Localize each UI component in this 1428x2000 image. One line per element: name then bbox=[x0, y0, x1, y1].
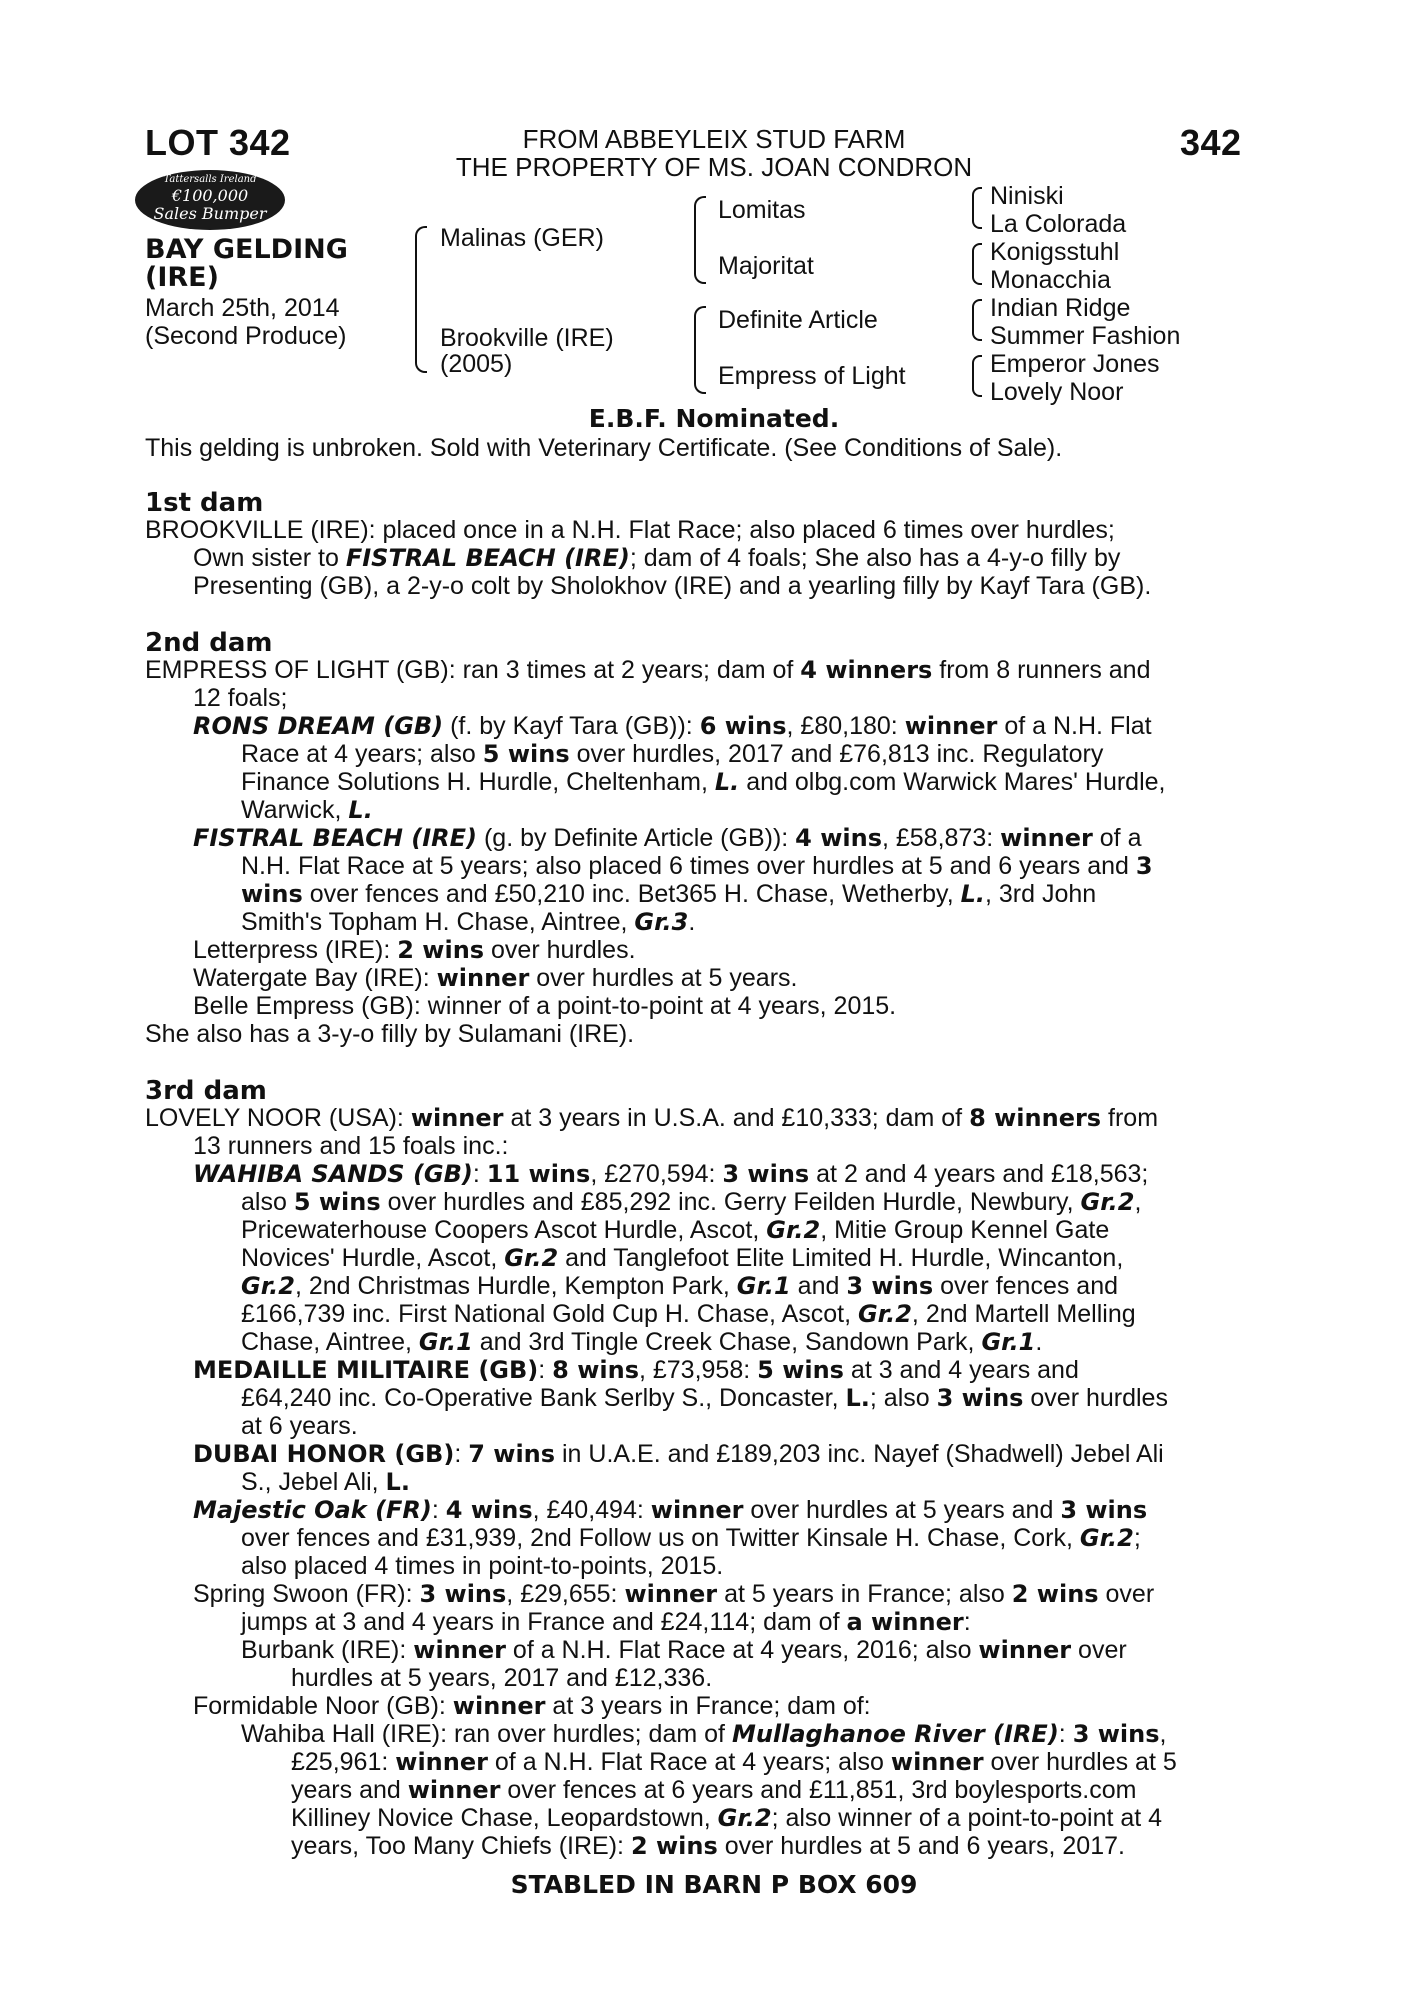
text-line: also placed 4 times in point-to-points, 2015. bbox=[241, 1552, 724, 1580]
pedigree-g3-8: Lovely Noor bbox=[990, 378, 1124, 406]
mullaghanoe-river-name: Mullaghanoe River (IRE) bbox=[731, 1720, 1059, 1748]
text-line: DUBAI HONOR (GB): 7 wins in U.A.E. and £189,203 inc. Nayef (Shadwell) Jebel Ali bbox=[193, 1440, 1164, 1468]
pedigree-g2-4: Empress of Light bbox=[718, 362, 906, 390]
text-line: 13 runners and 15 foals inc.: bbox=[193, 1132, 509, 1160]
second-dam-heading: 2nd dam bbox=[145, 628, 273, 658]
text-line: Novices' Hurdle, Ascot, Gr.2 and Tanglefoot Elite Limited H. Hurdle, Wincanton, bbox=[241, 1244, 1124, 1272]
majestic-oak-name: Majestic Oak (FR) bbox=[193, 1496, 432, 1524]
text-line: Smith's Topham H. Chase, Aintree, Gr.3. bbox=[241, 908, 696, 936]
text-line: She also has a 3-y-o filly by Sulamani (IRE). bbox=[145, 1020, 635, 1048]
pedigree-g3-5: Indian Ridge bbox=[990, 294, 1131, 322]
badge-top-text: Tattersalls Ireland bbox=[163, 174, 257, 185]
text-line: FISTRAL BEACH (IRE) (g. by Definite Article (GB)): 4 wins, £58,873: winner of a bbox=[193, 824, 1142, 852]
second-dam-text bbox=[145, 656, 1285, 1048]
first-dam-line: Own sister to FISTRAL BEACH (IRE); dam of 4 foals; She also has a 4-y-o filly by bbox=[193, 544, 1121, 572]
text-line: years, Too Many Chiefs (IRE): 2 wins over hurdles at 5 and 6 years, 2017. bbox=[291, 1832, 1125, 1860]
pedigree-g2-2: Majoritat bbox=[718, 252, 814, 280]
text-line: Wahiba Hall (IRE): ran over hurdles; dam of Mullaghanoe River (IRE): 3 wins, bbox=[241, 1720, 1167, 1748]
produce-number: (Second Produce) bbox=[145, 322, 347, 350]
first-dam-line: BROOKVILLE (IRE): placed once in a N.H. Flat Race; also placed 6 times over hurdles; bbox=[145, 516, 1115, 544]
text-line: 12 foals; bbox=[193, 684, 288, 712]
text-line: Letterpress (IRE): 2 wins over hurdles. bbox=[193, 936, 636, 964]
text-line: Burbank (IRE): winner of a N.H. Flat Race at 4 years, 2016; also winner over bbox=[241, 1636, 1127, 1664]
text-line: WAHIBA SANDS (GB): 11 wins, £270,594: 3 wins at 2 and 4 years and £18,563; bbox=[193, 1160, 1149, 1188]
pedigree-g2-3: Definite Article bbox=[718, 306, 878, 334]
text-line: Warwick, L. bbox=[241, 796, 373, 824]
text-line: Chase, Aintree, Gr.1 and 3rd Tingle Creek Chase, Sandown Park, Gr.1. bbox=[241, 1328, 1043, 1356]
sales-bumper-badge bbox=[135, 170, 285, 230]
text-line: Gr.2, 2nd Christmas Hurdle, Kempton Park, Gr.1 and 3 wins over fences and bbox=[241, 1272, 1119, 1300]
third-dam-heading: 3rd dam bbox=[145, 1076, 267, 1106]
first-dam-text bbox=[145, 516, 1285, 600]
wahiba-sands-name: WAHIBA SANDS (GB) bbox=[193, 1160, 473, 1188]
horse-description-line2: (IRE) bbox=[145, 262, 219, 293]
dam-line-brace bbox=[694, 306, 706, 394]
badge-price: €100,000 bbox=[171, 186, 249, 205]
g3-brace-3 bbox=[972, 299, 982, 341]
dubai-honor-name: DUBAI HONOR (GB) bbox=[193, 1440, 455, 1468]
text-line: jumps at 3 and 4 years in France and £24,114; dam of a winner: bbox=[241, 1608, 971, 1636]
text-line: at 6 years. bbox=[241, 1412, 358, 1440]
third-dam-text bbox=[145, 1104, 1285, 1860]
pedigree-g2-1: Lomitas bbox=[718, 196, 806, 224]
foaling-date: March 25th, 2014 bbox=[145, 294, 340, 322]
stabling-info: STABLED IN BARN P BOX 609 bbox=[510, 1870, 918, 1899]
text-line: Pricewaterhouse Coopers Ascot Hurdle, Ascot, Gr.2, Mitie Group Kennel Gate bbox=[241, 1216, 1110, 1244]
first-dam-line: Presenting (GB), a 2-y-o colt by Sholokhov (IRE) and a yearling filly by Kayf Tara (GB). bbox=[193, 572, 1152, 600]
text-line: hurdles at 5 years, 2017 and £12,336. bbox=[291, 1664, 713, 1692]
g3-brace-4 bbox=[972, 355, 982, 397]
fistral-beach-link-name: FISTRAL BEACH (IRE) bbox=[345, 544, 630, 572]
dam-year: (2005) bbox=[440, 350, 513, 378]
lot-number: 342 bbox=[1180, 122, 1242, 163]
text-line: £166,739 inc. First National Gold Cup H. Chase, Ascot, Gr.2, 2nd Martell Melling bbox=[241, 1300, 1136, 1328]
sale-note: This gelding is unbroken. Sold with Veterinary Certificate. (See Conditions of Sale). bbox=[145, 434, 1063, 462]
pedigree-g3-2: La Colorada bbox=[990, 210, 1127, 238]
badge-label: Sales Bumper bbox=[153, 204, 267, 223]
text-line: Finance Solutions H. Hurdle, Cheltenham, L. and olbg.com Warwick Mares' Hurdle, bbox=[241, 768, 1166, 796]
g3-brace-2 bbox=[972, 243, 982, 285]
text-line: EMPRESS OF LIGHT (GB): ran 3 times at 2 years; dam of 4 winners from 8 runners and bbox=[145, 656, 1151, 684]
pedigree-g3-3: Konigsstuhl bbox=[990, 238, 1120, 266]
text-line: S., Jebel Ali, L. bbox=[241, 1468, 410, 1496]
pedigree-g3-7: Emperor Jones bbox=[990, 350, 1160, 378]
text-line: Killiney Novice Chase, Leopardstown, Gr.2; also winner of a point-to-point at 4 bbox=[291, 1804, 1163, 1832]
sire-name: Malinas (GER) bbox=[440, 224, 604, 252]
text-line: Spring Swoon (FR): 3 wins, £29,655: winner at 5 years in France; also 2 wins over bbox=[193, 1580, 1155, 1608]
pedigree-g3-4: Monacchia bbox=[990, 266, 1111, 294]
fistral-beach-name: FISTRAL BEACH (IRE) bbox=[193, 824, 478, 852]
g3-brace-1 bbox=[972, 187, 982, 229]
text-line: RONS DREAM (GB) (f. by Kayf Tara (GB)): 6 wins, £80,180: winner of a N.H. Flat bbox=[193, 712, 1152, 740]
text-line: N.H. Flat Race at 5 years; also placed 6 times over hurdles at 5 and 6 years and 3 bbox=[241, 852, 1153, 880]
property-line: THE PROPERTY OF MS. JOAN CONDRON bbox=[455, 152, 973, 182]
text-line: years and winner over fences at 6 years and £11,851, 3rd boylesports.com bbox=[291, 1776, 1137, 1804]
horse-description-line1: BAY GELDING bbox=[145, 234, 348, 265]
dam-name: Brookville (IRE) bbox=[440, 324, 614, 352]
text-line: also 5 wins over hurdles and £85,292 inc. Gerry Feilden Hurdle, Newbury, Gr.2, bbox=[241, 1188, 1142, 1216]
sire-dam-brace bbox=[415, 226, 427, 373]
text-line: Formidable Noor (GB): winner at 3 years in France; dam of: bbox=[193, 1692, 871, 1720]
vendor-line: FROM ABBEYLEIX STUD FARM bbox=[522, 124, 906, 154]
pedigree-g3-6: Summer Fashion bbox=[990, 322, 1181, 350]
first-dam-heading: 1st dam bbox=[145, 488, 264, 518]
text-line: £25,961: winner of a N.H. Flat Race at 4 years; also winner over hurdles at 5 bbox=[291, 1748, 1177, 1776]
lot-title: LOT 342 bbox=[145, 122, 291, 163]
medaille-militaire-name: MEDAILLE MILITAIRE (GB) bbox=[193, 1356, 539, 1384]
rons-dream-name: RONS DREAM (GB) bbox=[193, 712, 444, 740]
text-line: LOVELY NOOR (USA): winner at 3 years in U.S.A. and £10,333; dam of 8 winners from bbox=[145, 1104, 1159, 1132]
text-line: Majestic Oak (FR): 4 wins, £40,494: winner over hurdles at 5 years and 3 wins bbox=[193, 1496, 1148, 1524]
ebf-nominated: E.B.F. Nominated. bbox=[588, 404, 840, 433]
text-line: over fences and £31,939, 2nd Follow us on Twitter Kinsale H. Chase, Cork, Gr.2; bbox=[241, 1524, 1141, 1552]
text-line: MEDAILLE MILITAIRE (GB): 8 wins, £73,958: 5 wins at 3 and 4 years and bbox=[193, 1356, 1079, 1384]
text-line: Watergate Bay (IRE): winner over hurdles at 5 years. bbox=[193, 964, 798, 992]
pedigree-g3-1: Niniski bbox=[990, 182, 1064, 210]
text-line: wins over fences and £50,210 inc. Bet365 H. Chase, Wetherby, L., 3rd John bbox=[241, 880, 1097, 908]
text-line: Belle Empress (GB): winner of a point-to-point at 4 years, 2015. bbox=[193, 992, 897, 1020]
sire-line-brace bbox=[694, 196, 706, 284]
text-line: £64,240 inc. Co-Operative Bank Serlby S., Doncaster, L.; also 3 wins over hurdles bbox=[241, 1384, 1168, 1412]
text-line: Race at 4 years; also 5 wins over hurdles, 2017 and £76,813 inc. Regulatory bbox=[241, 740, 1104, 768]
